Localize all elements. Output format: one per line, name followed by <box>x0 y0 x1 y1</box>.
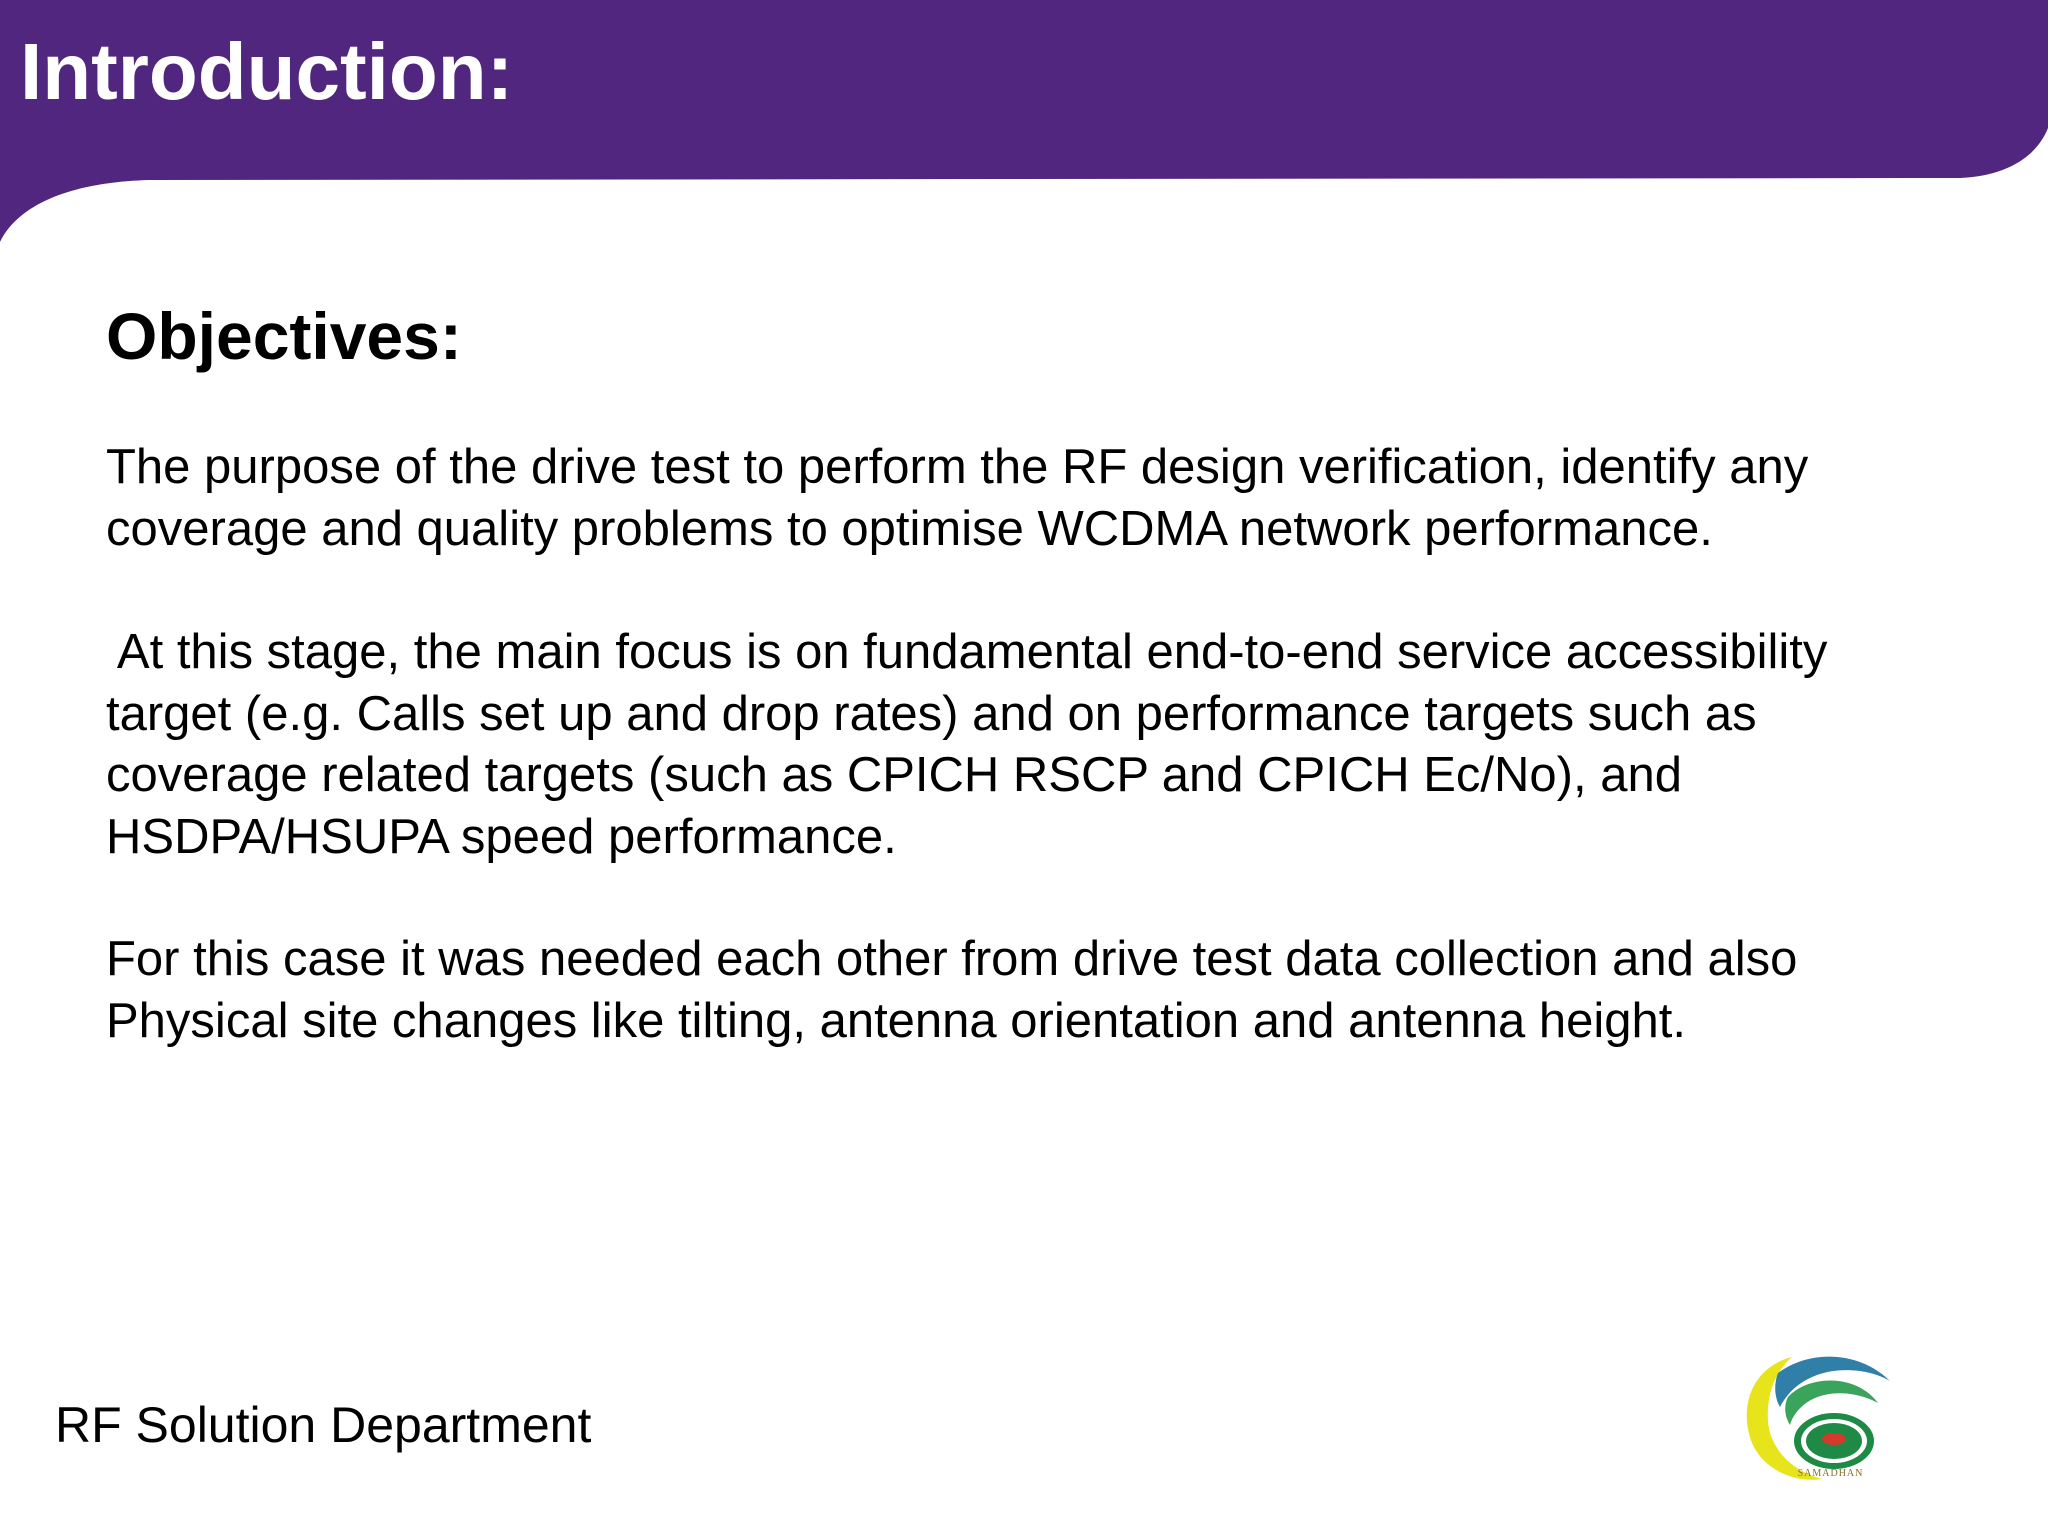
paragraph-line: For this case it was needed each other from drive test data collection and also <box>106 932 1798 986</box>
logo-caption: SAMADHAN <box>1797 1468 1864 1479</box>
paragraph-line: Physical site changes like tilting, antenna orientation and antenna height. <box>106 993 1686 1048</box>
paragraph-line: The purpose of the drive test to perform the RF design verification, identify any <box>106 440 1809 494</box>
paragraph-case <box>106 929 1966 1052</box>
paragraph-line: At this stage, the main focus is on fundamental end-to-end service accessibility <box>106 625 1828 679</box>
paragraph-line: coverage related targets (such as CPICH RSCP and CPICH Ec/No), and <box>106 748 1682 802</box>
paragraph-purpose <box>106 437 1966 560</box>
paragraph-line: target (e.g. Calls set up and drop rates) and on performance targets such as <box>106 686 1757 741</box>
logo-red-dot <box>1822 1433 1846 1445</box>
slide-title: Introduction: <box>20 27 514 116</box>
paragraph-line: coverage and quality problems to optimise WCDMA network performance. <box>106 501 1713 556</box>
paragraph-line: HSDPA/HSUPA speed performance. <box>106 809 897 864</box>
paragraph-focus <box>106 622 1966 868</box>
objectives-heading: Objectives: <box>106 299 462 373</box>
footer-department: RF Solution Department <box>55 1397 592 1453</box>
